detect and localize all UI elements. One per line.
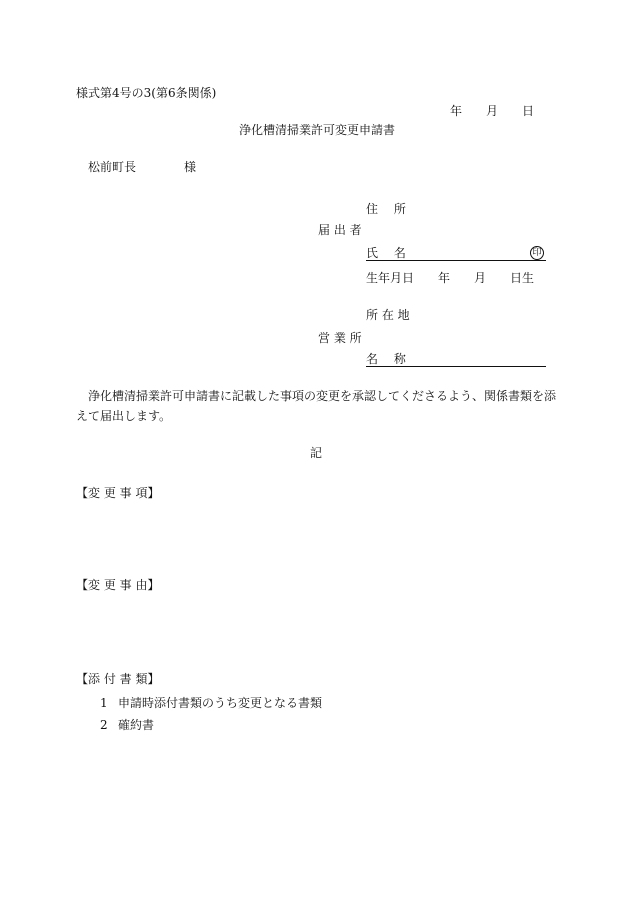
addressee-honorific: 様 [184, 160, 197, 174]
notifier-group-label: 届 出 者 [318, 223, 362, 237]
section-attachments: 【添 付 書 類】 [76, 672, 160, 686]
body-line-1: 浄化槽清掃業許可申請書に記載した事項の変更を承認してくださるよう、関係書類を添 [88, 389, 557, 403]
name-underline [366, 260, 546, 261]
date-day: 日 [522, 104, 535, 118]
document-title: 浄化槽清掃業許可変更申請書 [239, 123, 396, 137]
form-number: 様式第4号の3(第6条関係) [76, 86, 217, 100]
dob-year: 年 [438, 271, 451, 285]
body-line-2: えて届出します。 [76, 409, 172, 423]
attachment-1-num: 1 [100, 696, 108, 710]
body-paragraph [76, 386, 556, 426]
date-year: 年 [450, 104, 463, 118]
attachment-2-num: 2 [100, 718, 108, 732]
ki-marker: 記 [310, 446, 323, 460]
office-name-label: 名 称 [366, 352, 406, 366]
office-group-label: 営 業 所 [318, 331, 362, 345]
dob-month: 月 [474, 271, 487, 285]
seal-mark: 印 [530, 246, 544, 260]
notifier-address-label: 住 所 [366, 202, 406, 216]
office-name-underline [366, 366, 546, 367]
attachment-1-text: 申請時添付書類のうち変更となる書類 [118, 696, 323, 710]
section-change-items: 【変 更 事 項】 [76, 486, 160, 500]
dob-label: 生年月日 [366, 271, 415, 285]
date-month: 月 [486, 104, 499, 118]
office-location-label: 所 在 地 [366, 308, 410, 322]
addressee-name: 松前町長 [88, 160, 137, 174]
section-change-reason: 【変 更 事 由】 [76, 578, 160, 592]
notifier-name-label: 氏 名 [366, 246, 406, 260]
attachment-2-text: 確約書 [118, 718, 155, 732]
dob-suffix: 日生 [510, 271, 535, 285]
